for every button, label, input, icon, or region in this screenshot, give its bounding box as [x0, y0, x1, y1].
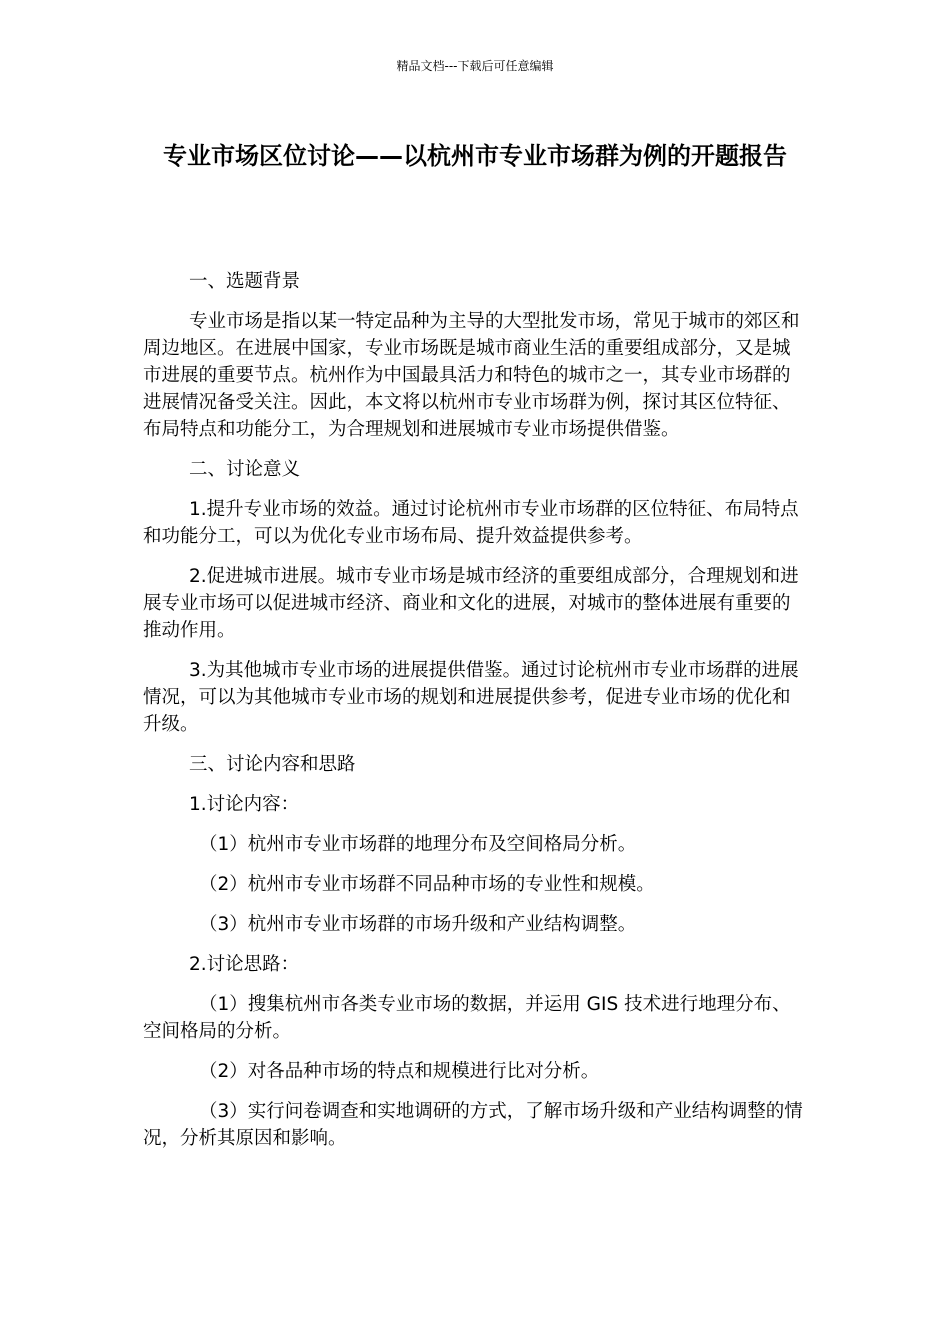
content-item-2: （2）杭州市专业市场群不同品种市场的专业性和规模。	[199, 874, 655, 895]
content-item-3: （3）杭州市专业市场群的市场升级和产业结构调整。	[199, 914, 637, 935]
paragraph-significance-3: 3.为其他城市专业市场的进展提供借鉴。通过讨论杭州市专业市场群的进展情况，可以为其他城市专业市场的规划和进展提供参考，促进专业市场的优化和升级。	[143, 660, 799, 735]
approach-item-3: （3）实行问卷调查和实地调研的方式，了解市场升级和产业结构调整的情况，分析其原因和影响。	[143, 1101, 803, 1149]
section-heading-background: 一、选题背景	[189, 271, 301, 292]
approach-label: 2.讨论思路：	[189, 954, 300, 975]
document-title: 专业市场区位讨论——以杭州市专业市场群为例的开题报告	[163, 142, 787, 170]
approach-item-2: （2）对各品种市场的特点和规模进行比对分析。	[199, 1061, 600, 1082]
section-heading-content: 三、讨论内容和思路	[189, 754, 356, 775]
approach-item-1: （1）搜集杭州市各类专业市场的数据，并运用 GIS 技术进行地理分布、空间格局的分析。	[143, 994, 791, 1042]
paragraph-background: 专业市场是指以某一特定品种为主导的大型批发市场，常见于城市的郊区和周边地区。在进展中国家，专业市场既是城市商业生活的重要组成部分，又是城市进展的重要节点。杭州作为中国最具活力和特色的城市之一，其专业市场群的进展情况备受关注。因此，本文将以杭州市专业市场群为例，探讨其区位特征、布局特点和功能分工，为合理规划和进展城市专业市场提供借鉴。	[143, 311, 800, 440]
header-note: 精品文档---下载后可任意编辑	[396, 59, 554, 73]
content-label: 1.讨论内容：	[189, 794, 300, 815]
document-body	[143, 268, 805, 1152]
content-item-1: （1）杭州市专业市场群的地理分布及空间格局分析。	[199, 834, 637, 855]
paragraph-significance-2: 2.促进城市进展。城市专业市场是城市经济的重要组成部分，合理规划和进展专业市场可以促进城市经济、商业和文化的进展，对城市的整体进展有重要的推动作用。	[143, 566, 799, 641]
paragraph-significance-1: 1.提升专业市场的效益。通过讨论杭州市专业市场群的区位特征、布局特点和功能分工，可以为优化专业市场布局、提升效益提供参考。	[143, 499, 799, 547]
section-heading-significance: 二、讨论意义	[189, 459, 301, 480]
